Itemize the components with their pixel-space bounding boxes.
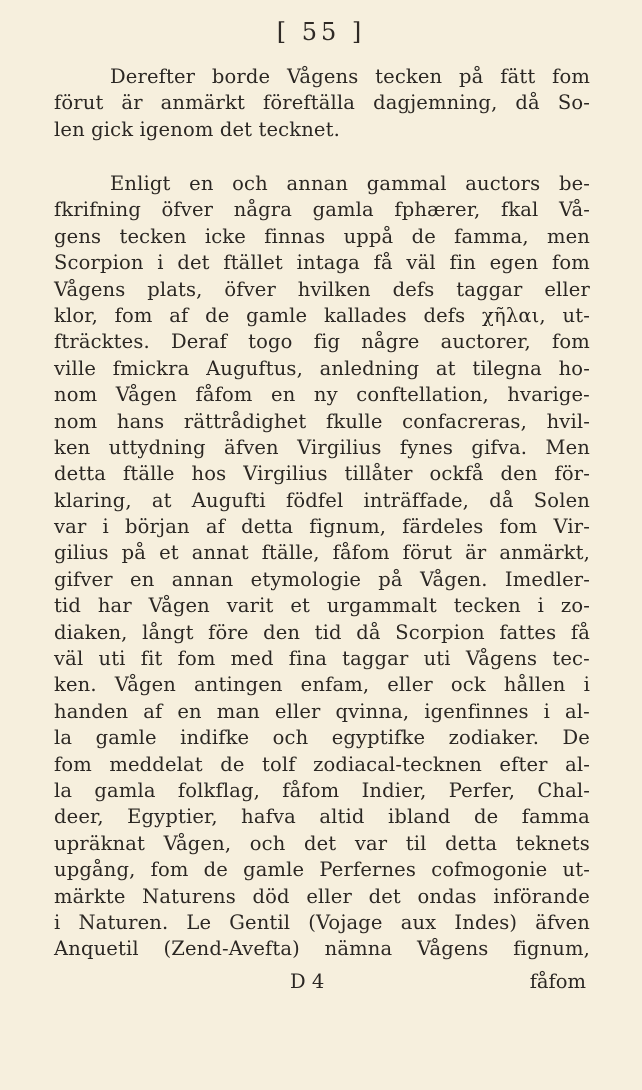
text-line: klaring, at Augufti födfel inträffade, då Solen — [54, 488, 590, 512]
text-line: la gamla folkflag, fåfom Indier, Perfer, Chal- — [54, 778, 590, 802]
text-line: la gamle indifke och egyptifke zodiaker. De — [54, 726, 590, 750]
text-line: nom Vågen fåfom en ny conftellation, hvarige- — [54, 383, 590, 407]
text-line: klor, fom af de gamle kallades defs χῆλαι, ut- — [54, 303, 590, 327]
text-line: handen af en man eller qvinna, igenfinnes i al- — [54, 699, 590, 723]
text-line: gens tecken icke finnas uppå de famma, men — [54, 224, 590, 248]
text-line: väl uti fit fom med fina taggar uti Vågens tec- — [54, 647, 590, 671]
text-line: Vågens plats, öfver hvilken defs taggar eller — [54, 277, 590, 301]
text-line: ville fmickra Auguftus, anledning at tilegna ho- — [54, 356, 590, 380]
text-line: diaken, långt före den tid då Scorpion fattes få — [54, 620, 590, 644]
text-line: nom hans rättrådighet fkulle confacreras, hvil- — [54, 409, 590, 433]
text-line: upräknat Vågen, och det var til detta teknets — [54, 831, 590, 855]
text-line: förut är anmärkt föreftälla dagjemning, då So- — [54, 91, 590, 115]
text-line: Anquetil (Zend-Avefta) nämna Vågens fignum, — [54, 937, 590, 961]
text-line: i Naturen. Le Gentil (Vojage aux Indes) äfven — [54, 910, 590, 934]
text-line: detta ftälle hos Virgilius tillåter ockfå den för- — [54, 462, 590, 486]
text-line: Derefter borde Vågens tecken på fätt fom — [110, 65, 590, 88]
text-line: deer, Egyptier, hafva altid ibland de famma — [54, 805, 590, 829]
paragraph — [54, 171, 590, 963]
signature-mark: D 4 — [290, 970, 325, 993]
text-line: gifver en annan etymologie på Vågen. Imedler- — [54, 567, 590, 591]
text-line: var i början af detta fignum, färdeles fom Vir- — [54, 515, 590, 539]
text-line: ken. Vågen antingen enfam, eller ock hållen i — [54, 673, 590, 697]
paragraph — [54, 64, 590, 143]
text-line: gilius på et annat ftälle, fåfom förut är anmärkt, — [54, 541, 590, 565]
catchword: fåfom — [529, 970, 586, 993]
text-line: Scorpion i det ftället intaga få väl fin egen fom — [54, 251, 590, 275]
page-footer — [54, 968, 590, 996]
text-line: upgång, fom de gamle Perfernes cofmogonie ut- — [54, 858, 590, 882]
text-line: tid har Vågen varit et urgammalt tecken i zo- — [54, 594, 590, 618]
text-line: ken uttydning äfven Virgilius fynes gifva. Men — [54, 435, 590, 459]
text-line: len gick igenom det tecknet. — [54, 117, 340, 141]
text-line: märkte Naturens död eller det ondas införande — [54, 884, 590, 908]
page-number: [ 55 ] — [276, 18, 366, 46]
text-line: fkrifning öfver några gamla fphærer, fkal Vå- — [54, 198, 590, 222]
text-line: Enligt en och annan gammal auctors be- — [110, 172, 590, 195]
text-line: fträcktes. Deraf togo fig någre auctorer, fom — [54, 330, 590, 354]
text-line: fom meddelat de tolf zodiacal-tecknen efter al- — [54, 752, 590, 776]
